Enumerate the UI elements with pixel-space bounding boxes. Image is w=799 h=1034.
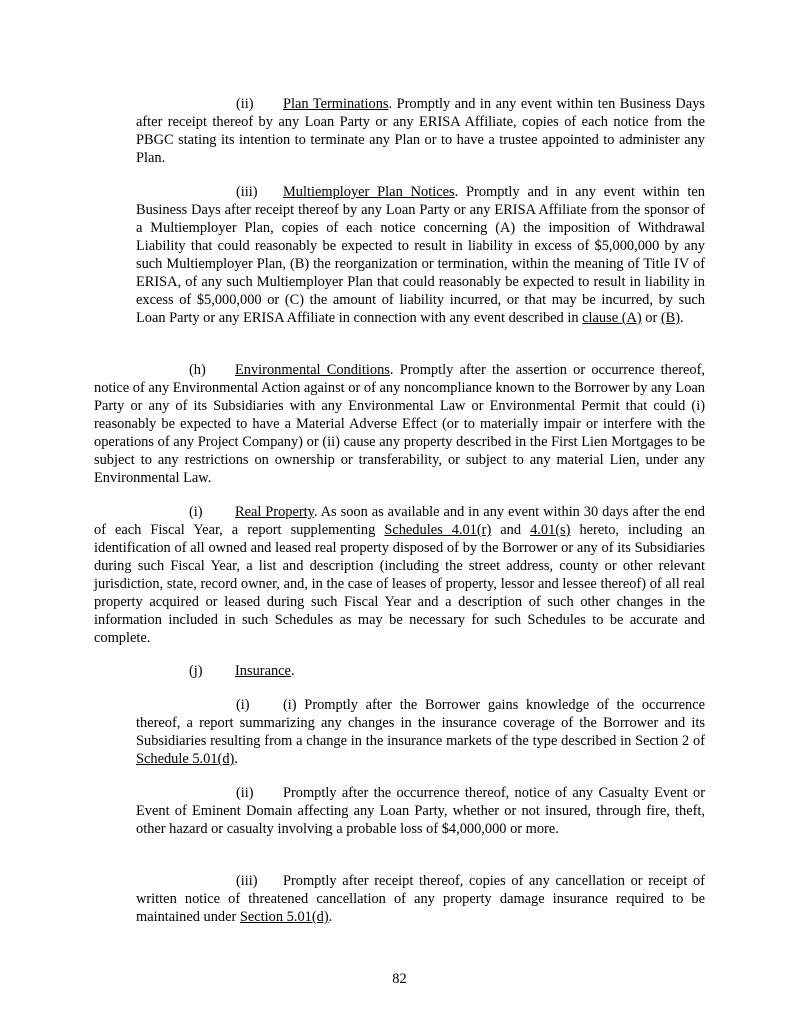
- page-number: 82: [392, 971, 407, 987]
- paragraph-text: or: [641, 310, 661, 326]
- reference-schedules-401r: Schedules 4.01(r): [384, 522, 492, 538]
- item-number: (iii): [236, 184, 258, 200]
- paragraph-multiemployer-notices: [136, 183, 705, 327]
- paragraph-text: and: [491, 522, 531, 538]
- item-number: (i): [236, 697, 250, 713]
- paragraph-insurance-iii: [136, 872, 705, 926]
- paragraph-text: . As soon as available and in any event within 30 days after the end of each Fiscal Year, a report supplementing: [94, 504, 706, 538]
- paragraph-text: . Promptly and in any event within ten Business Days after receipt thereof by any Loan Party or any ERISA Affiliate, copies of each notice from the PBGC stating its intention to terminate any Plan or to have a trustee appointed to administer any Plan.: [136, 96, 705, 166]
- paragraph-real-property: [94, 503, 705, 647]
- paragraph-text: Promptly after receipt thereof, copies of any cancellation or receipt of written notice of threatened cancellation of any property damage insurance required to be maintained under: [136, 873, 705, 925]
- paragraph-insurance: [94, 662, 705, 680]
- paragraph-text: .: [680, 310, 684, 326]
- reference-clause-a: clause (A): [582, 310, 642, 326]
- paragraph-text: (i) Promptly after the Borrower gains knowledge of the occurrence thereof, a report summarizing any changes in the insurance coverage of the Borrower and its Subsidiaries resulting from a change in the insurance markets of the type described in Section 2 of: [136, 697, 705, 749]
- reference-section-501d: Section 5.01(d): [239, 909, 329, 925]
- paragraph-environmental-conditions: [94, 361, 705, 487]
- item-number: (ii): [236, 96, 254, 112]
- item-number: (i): [189, 504, 203, 520]
- item-number: (h): [189, 362, 206, 378]
- paragraph-text: .: [328, 909, 333, 925]
- paragraph-insurance-ii: [136, 784, 705, 838]
- item-number: (iii): [236, 873, 258, 889]
- reference-schedule-401s: 4.01(s): [530, 522, 571, 538]
- reference-clause-b: (B): [660, 310, 681, 326]
- paragraph-text: . Promptly after the assertion or occurrence thereof, notice of any Environmental Action against or of any noncompliance known to the Borrower by any Loan Party or any of its Subsidiaries with any Environmental Law or Environmental Permit that could (i) reasonably be expected to have a Material Adverse Effect (or to materially impair or interfere with the operations of any Project Company) or (ii) cause any property described in the First Lien Mortgages to be subject to any restrictions on ownership or transferability, or subject to any material Lien, under any Environmental Law.: [94, 362, 706, 486]
- paragraph-text: .: [290, 663, 295, 679]
- paragraph-plan-terminations: [136, 95, 705, 167]
- paragraph-text: . Promptly and in any event within ten Business Days after receipt thereof by any Loan Party or any ERISA Affiliate from the sponsor of a Multiemployer Plan, copies of each notice concerning (A) the imposition of Withdrawal Liability that could reasonably be expected to result in liability in excess of $5,000,000 by any such Multiemployer Plan, (B) the reorganization or termination, within the meaning of Title IV of ERISA, of any such Multiemployer Plan that could reasonably be expected to result in liability in excess of $5,000,000 or (C) the amount of liability incurred, or that may be incurred, by such Loan Party or any ERISA Affiliate in connection with any event described in: [136, 184, 706, 326]
- paragraph-text: Promptly after the occurrence thereof, notice of any Casualty Event or Event of Eminent Domain affecting any Loan Party, whether or not insured, through fire, theft, other hazard or casualty involving a probable loss of $4,000,000 or more.: [136, 785, 705, 837]
- paragraph-text: .: [234, 751, 238, 767]
- heading-plan-terminations: Plan Terminations: [283, 96, 389, 112]
- item-number: (ii): [236, 785, 254, 801]
- heading-real-property: Real Property: [235, 504, 314, 520]
- paragraph-text: hereto, including an identification of all owned and leased real property disposed of by the Borrower or any of its Subsidiaries during such Fiscal Year, a list and description (including the street address, county or other relevant jurisdiction, state, record owner, and, in the case of leases of property, lessor and lessee thereof) of all real property acquired or leased during such Fiscal Year and a description of such other changes in the information included in such Schedules as may be necessary for such Schedules to be accurate and complete.: [94, 522, 705, 646]
- reference-schedule-501d: Schedule 5.01(d): [136, 751, 235, 767]
- heading-insurance: Insurance: [235, 663, 291, 679]
- heading-environmental-conditions: Environmental Conditions: [235, 362, 390, 378]
- item-number: (j): [189, 663, 203, 679]
- paragraph-insurance-i: [136, 696, 705, 768]
- heading-multiemployer-notices: Multiemployer Plan Notices: [283, 184, 455, 200]
